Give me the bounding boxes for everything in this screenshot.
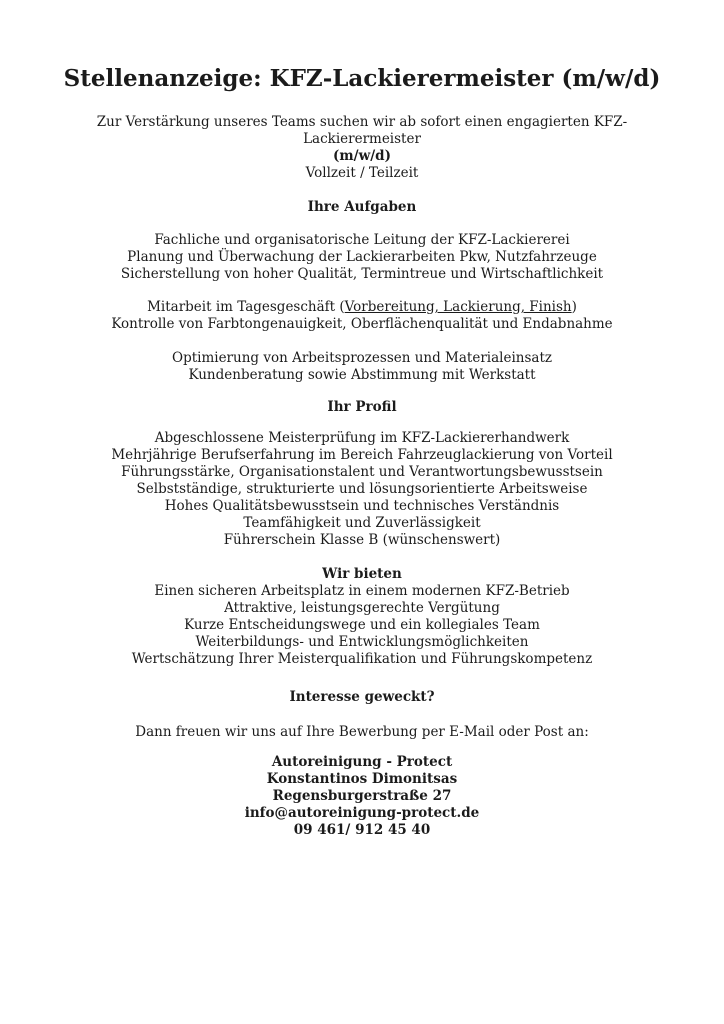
tagesgeschaeft-underlined: Vorbereitung, Lackierung, Finish <box>344 299 572 315</box>
apply-instruction <box>58 724 666 741</box>
intro-worktime: Vollzeit / Teilzeit <box>305 165 419 181</box>
intro-mwd: (m/w/d) <box>333 148 391 164</box>
section-heading-bieten: Wir bieten <box>322 566 402 582</box>
page-title: Stellenanzeige: KFZ-Lackierermeister (m/w/d) <box>63 65 661 92</box>
aufgaben-item: Sicherstellung von hoher Qualität, Termintreue und Wirtschaftlichkeit <box>120 266 604 282</box>
profil-list <box>58 430 666 549</box>
aufgaben-group-3 <box>58 350 666 384</box>
profil-item: Abgeschlossene Meisterprüfung im KFZ-Lackiererhandwerk <box>154 430 570 446</box>
aufgaben-item: Kundenberatung sowie Abstimmung mit Werkstatt <box>188 367 536 383</box>
contact-company: Autoreinigung - Protect <box>271 754 453 770</box>
profil-item: Mehrjährige Berufserfahrung im Bereich Fahrzeuglackierung von Vorteil <box>111 447 613 463</box>
profil-item: Führungsstärke, Organisationstalent und Verantwortungsbewusstsein <box>121 464 603 480</box>
bieten-item: Attraktive, leistungsgerechte Vergütung <box>224 600 500 616</box>
aufgaben-item: Fachliche und organisatorische Leitung der KFZ-Lackiererei <box>154 232 570 248</box>
bieten-item: Wertschätzung Ihrer Meisterqualifikation und Führungskompetenz <box>131 651 593 667</box>
section-heading-aufgaben: Ihre Aufgaben <box>307 199 417 215</box>
apply-line: Dann freuen wir uns auf Ihre Bewerbung per E-Mail oder Post an: <box>135 724 589 740</box>
profil-item: Führerschein Klasse B (wünschenswert) <box>223 532 501 548</box>
aufgaben-group-2 <box>58 299 666 333</box>
bieten-item: Kurze Entscheidungswege und ein kollegiales Team <box>184 617 540 633</box>
profil-item: Hohes Qualitätsbewusstsein und technisches Verständnis <box>164 498 560 514</box>
contact-email: info@autoreinigung-protect.de <box>244 805 480 821</box>
section-wir-bieten <box>58 566 666 668</box>
contact-person: Konstantinos Dimonitsas <box>266 771 458 787</box>
contact-street: Regensburgerstraße 27 <box>272 788 452 804</box>
intro-line: Zur Verstärkung unseres Teams suchen wir ab sofort einen engagierten KFZ-Lackierermeister <box>96 114 628 147</box>
profil-item: Selbstständige, strukturierte und lösungsorientierte Arbeitsweise <box>136 481 588 497</box>
tagesgeschaeft-prefix: Mitarbeit im Tagesgeschäft ( <box>147 299 345 315</box>
bieten-item: Einen sicheren Arbeitsplatz in einem modernen KFZ-Betrieb <box>154 583 570 599</box>
aufgaben-group-1 <box>58 232 666 283</box>
aufgaben-item-underlined-part <box>58 299 666 316</box>
contact-phone: 09 461/ 912 45 40 <box>293 822 431 838</box>
contact-block <box>58 754 666 839</box>
section-heading-profil: Ihr Profil <box>327 399 397 415</box>
section-heading-interesse: Interesse geweckt? <box>289 689 435 705</box>
intro-paragraph <box>58 114 666 182</box>
aufgaben-item: Planung und Überwachung der Lackierarbeiten Pkw, Nutzfahrzeuge <box>127 249 597 265</box>
tagesgeschaeft-suffix: ) <box>571 299 577 315</box>
aufgaben-item: Kontrolle von Farbtongenauigkeit, Oberflächenqualität und Endabnahme <box>111 316 613 332</box>
profil-item: Teamfähigkeit und Zuverlässigkeit <box>243 515 481 531</box>
aufgaben-item: Optimierung von Arbeitsprozessen und Materialeinsatz <box>172 350 552 366</box>
bieten-item: Weiterbildungs- und Entwicklungsmöglichkeiten <box>195 634 529 650</box>
